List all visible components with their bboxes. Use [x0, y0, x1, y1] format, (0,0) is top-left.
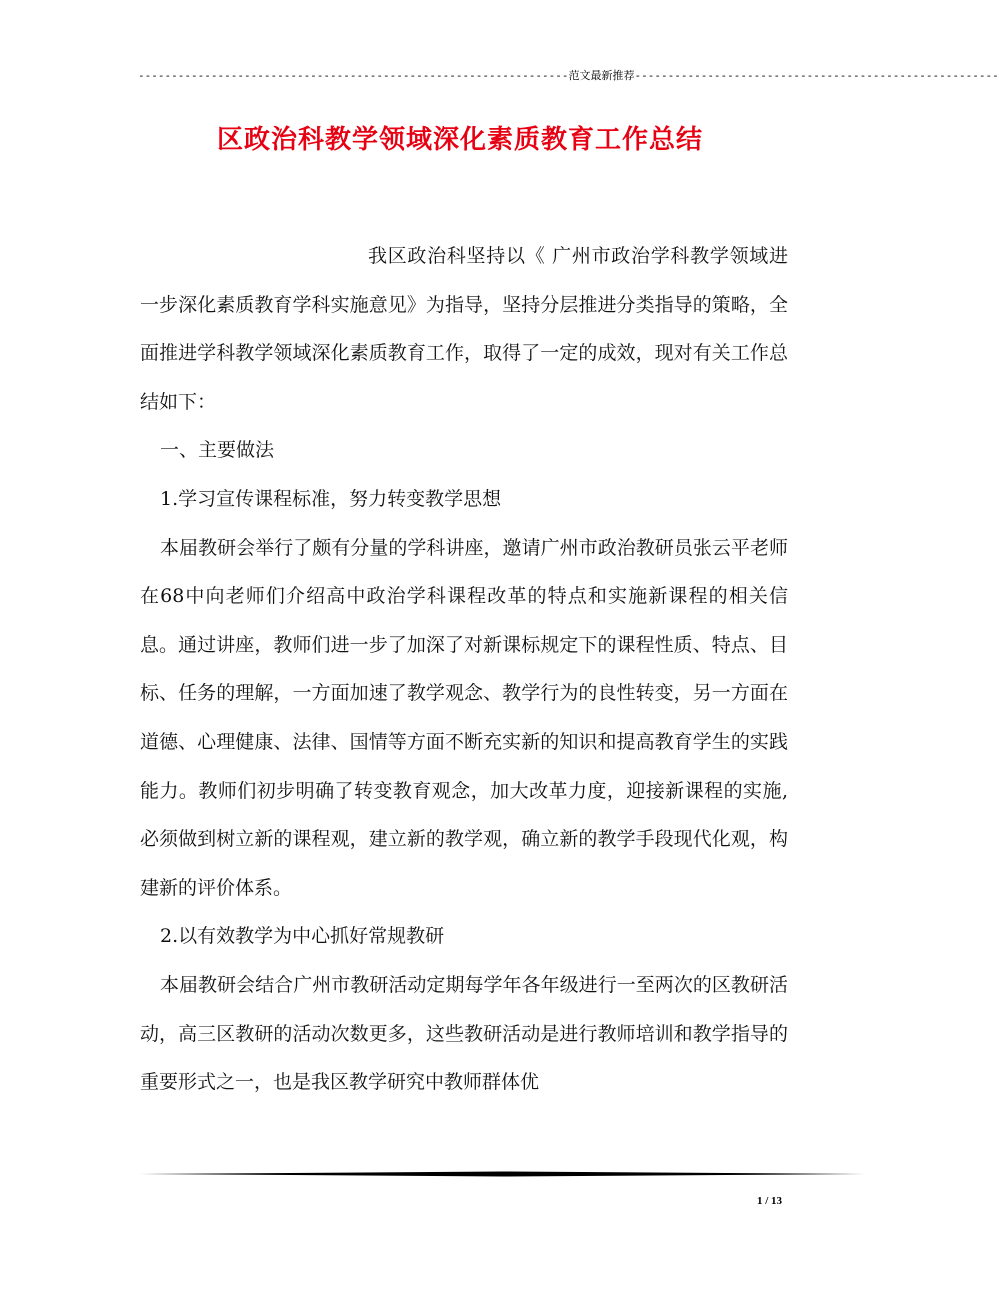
intro-paragraph: 我区政治科坚持以《 广州市政治学科教学领域进一步深化素质教育学科实施意见》为指导，坚持分层推进分类指导的策略，全面推进学科教学领域深化素质教育工作，取得了一定的成效，现对有关工作总结如下：: [140, 245, 788, 413]
page-number: 1 / 13: [756, 1195, 782, 1207]
subsection-heading-2: 2.以有效教学为中心抓好常规教研: [160, 925, 445, 948]
body-paragraph-1: 本届教研会举行了颇有分量的学科讲座，邀请广州市政治教研员张云平老师在68中向老师们介绍高中政治学科课程改革的特点和实施新课程的相关信息。通过讲座，教师们进一步了加深了对新课标规定下的课程性质、特点、目标、任务的理解，一方面加速了教学观念、教学行为的良性转变，另一方面在道德、心理健康、法律、国情等方面不断充实新的知识和提高教育学生的实践能力。教师们初步明确了转变教育观念，加大改革力度，迎接新课程的实施,必须做到树立新的课程观，建立新的教学观，确立新的教学手段现代化观，构建新的评价体系。: [140, 536, 788, 899]
footer-rule: [140, 1171, 864, 1177]
document-title: 区政治科教学领域深化素质教育工作总结: [216, 125, 703, 155]
subsection-heading-1: 1.学习宣传课程标准，努力转变教学思想: [160, 487, 502, 510]
body-paragraph-2: 本届教研会结合广州市教研活动定期每学年各年级进行一至两次的区教研活动，高三区教研的活动次数更多，这些教研活动是进行教师培训和教学指导的重要形式之一，也是我区教学研究中教师群体优: [140, 973, 788, 1094]
header-banner: -----------------------------------------------------------------范文最新推荐-------------------------------------------------------: [138, 69, 999, 82]
document-body: [140, 232, 788, 1107]
section-heading: 一、主要做法: [160, 439, 275, 462]
